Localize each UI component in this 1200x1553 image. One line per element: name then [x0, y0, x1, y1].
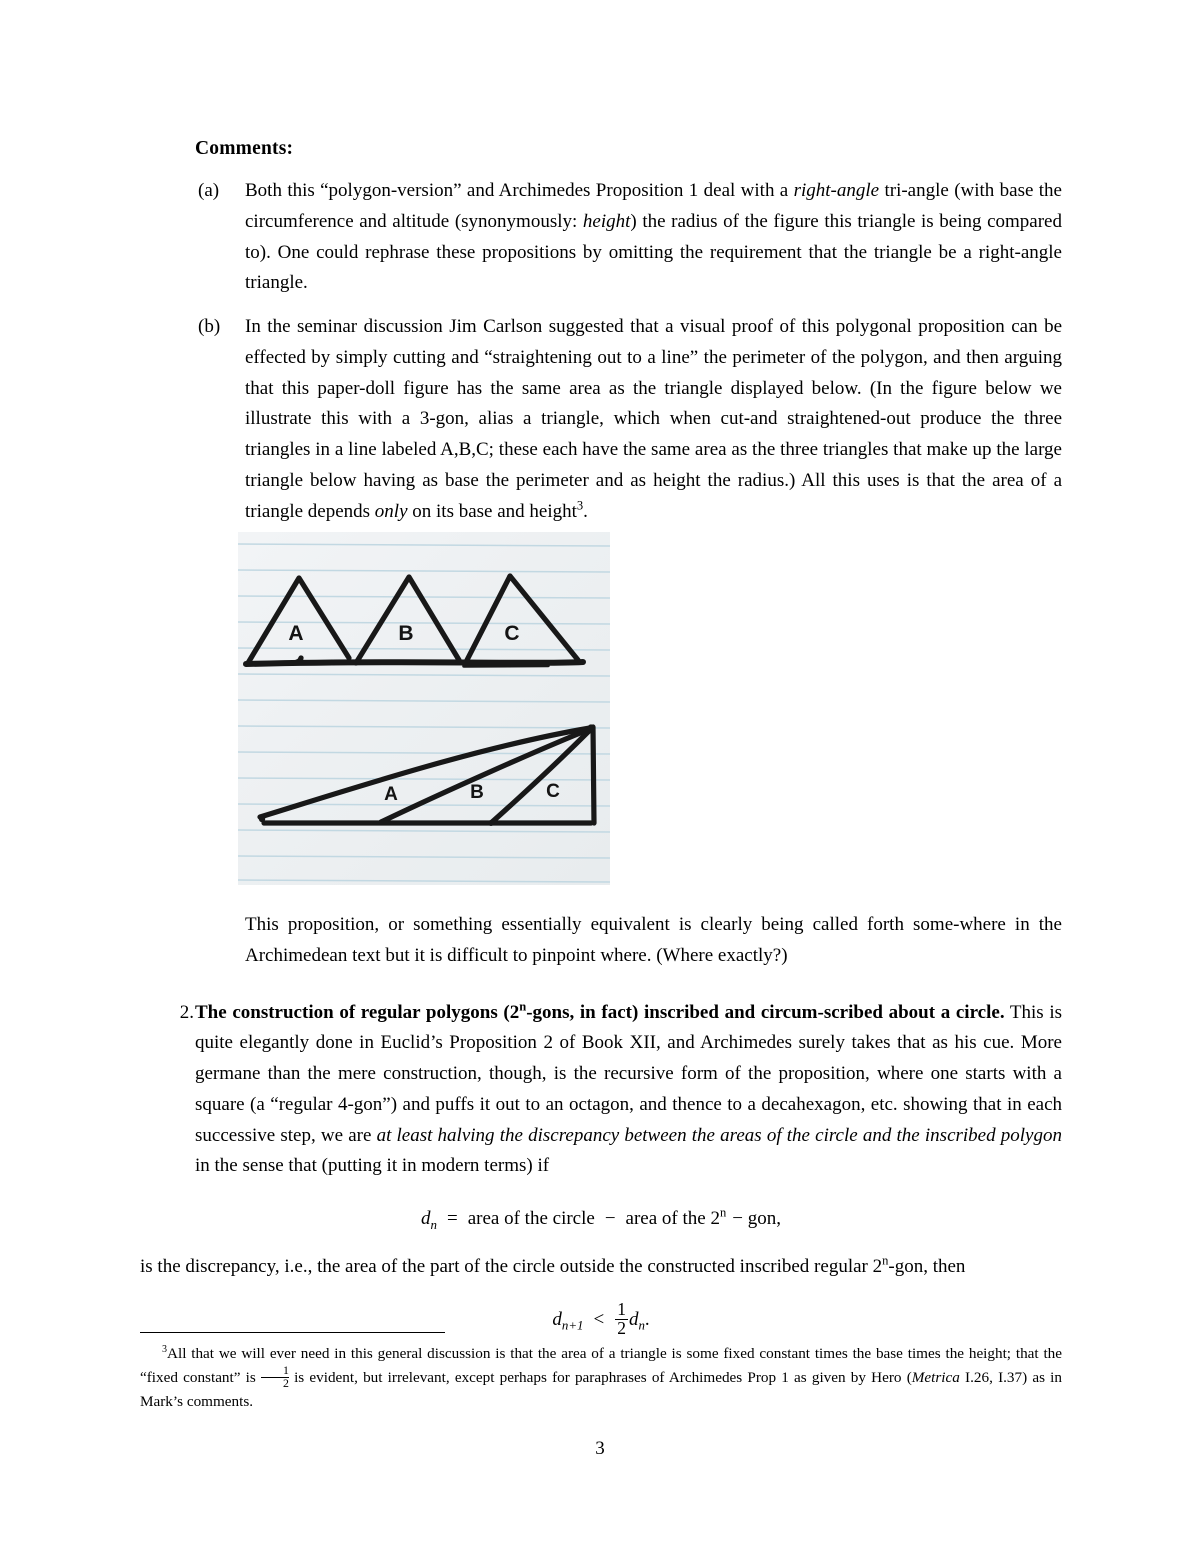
- comments-list: [140, 176, 1062, 527]
- text-run: on its base and height: [407, 500, 577, 522]
- eq2-rhs-sub: n: [638, 1317, 645, 1333]
- footnote-text: [140, 1342, 1062, 1413]
- list-item-b-text: [245, 316, 1062, 522]
- eq2-lhs-sub: n+1: [561, 1317, 584, 1333]
- text-run: is the discrepancy, i.e., the area of the part of the circle outside the constructed inscribed regular 2: [140, 1256, 883, 1278]
- text-run: -gon, then: [888, 1256, 966, 1278]
- eq1-equals: =: [447, 1208, 458, 1230]
- text-run: ) the radius of the figure this triangle is being compared to). One could rephrase these propositions by omitting the requirement that the triangle be a right-angle triangle.: [245, 210, 1062, 294]
- text-run: In the seminar discussion Jim Carlson suggested that a visual proof of this polygonal proposition can be effected by simply cutting and “straightening out to a line” the perimeter of the polygon, and then arguing that this paper-doll figure has the same area as the triangle displayed below. (In the figure below we illustrate this with a 3-gon, alias a triangle, which when cut-and straightened-out produce the three triangles in a line labeled A,B,C; these each have the same area as the three triangles that make up the large triangle below having as base the perimeter and as height the radius.) All this uses is that the area of a triangle depends: [245, 316, 1062, 522]
- list-item-a: [140, 176, 1062, 299]
- eq2-period: .: [644, 1308, 650, 1330]
- item2-bold-lead: [195, 999, 1005, 1023]
- figure-svg: [238, 532, 610, 885]
- text-run: I.26, I.37) as in Mark’s comments.: [140, 1368, 1062, 1410]
- text-column-lower: [140, 910, 1062, 1360]
- label-bottom-C: C: [546, 781, 560, 802]
- text-run: This is quite elegantly done in Euclid’s Proposition 2 of Book XII, and Archimedes surely takes that as his cue. More germane than the mere construction, though, is the recursive form of the proposition, where one starts with a square (a “regular 4-gon”) and puffs it out to an octagon, and thence to a decahexagon, etc. showing that in each successive step, we are: [195, 1001, 1063, 1146]
- list-marker-b: (b): [198, 316, 221, 338]
- text-run-italic: at least halving the discrepancy between the areas of the circle and the inscribed polygon: [376, 1124, 1062, 1146]
- eq2-frac-denominator: 2: [617, 1317, 626, 1338]
- text-run-italic: only: [374, 500, 408, 522]
- label-bottom-A: A: [384, 784, 398, 805]
- numbered-item-2-text: [195, 999, 1063, 1177]
- label-bottom-B: B: [470, 782, 484, 803]
- equation-dn-definition: [140, 1205, 1062, 1232]
- between-equations-paragraph: [140, 1252, 1062, 1283]
- text-run: in the sense that (putting it in modern terms) if: [195, 1155, 550, 1177]
- text-run: .: [583, 500, 588, 522]
- footnote-rule: [140, 1332, 445, 1333]
- footnote-block: [140, 1332, 1062, 1413]
- text-run: The construction of regular polygons (2: [195, 1001, 520, 1023]
- text-run: Both this “polygon-version” and Archimedes Proposition 1 deal with a: [245, 180, 794, 201]
- eq2-frac-numerator: 1: [617, 1298, 626, 1319]
- text-column: [140, 138, 1062, 527]
- numbered-item-2-marker: 2.: [179, 1001, 194, 1023]
- eq1-rhs-text-3: − gon,: [732, 1208, 781, 1230]
- exponent-n-2: n: [882, 1253, 889, 1268]
- eq1-rhs-text-2: area of the 2: [625, 1208, 720, 1230]
- footnote-frac-numerator: 1: [282, 1363, 289, 1378]
- eq2-relation: <: [593, 1308, 605, 1330]
- text-run: is evident, but irrelevant, except perhaps for paraphrases of Archimedes Prop 1 as given by Hero (: [288, 1368, 912, 1386]
- text-run: tri-angle (with base the circumference and altitude (synonymously:: [245, 180, 1062, 232]
- label-top-B: B: [398, 622, 414, 645]
- eq1-rhs-sup: n: [719, 1205, 727, 1220]
- pen-blob-apex: [587, 724, 594, 731]
- page-number: 3: [595, 1438, 605, 1459]
- eq1-lhs-var: d: [421, 1208, 431, 1230]
- exponent-n: n: [519, 999, 527, 1014]
- footnote-frac-denominator: 2: [261, 1377, 289, 1390]
- eq2-lhs-var: d: [552, 1308, 562, 1330]
- list-item-a-text: [245, 180, 1062, 293]
- eq1-lhs-sub: n: [430, 1216, 437, 1232]
- notebook-paper-background: [238, 532, 610, 885]
- text-run: -gons, in fact) inscribed and circum-scribed about a circle.: [526, 1001, 1005, 1023]
- text-run-italic: height: [582, 210, 631, 232]
- list-marker-a: (a): [198, 180, 220, 201]
- text-run-italic: right-angle: [793, 180, 880, 201]
- footnote-fraction: [261, 1365, 289, 1390]
- eq1-rhs-text-1: area of the circle: [467, 1208, 595, 1230]
- pen-blob-base: [488, 820, 494, 826]
- comments-heading: Comments:: [195, 138, 294, 159]
- label-top-A: A: [288, 622, 304, 645]
- eq2-rhs-var: d: [628, 1308, 639, 1330]
- pen-blob-left: [259, 816, 265, 822]
- label-top-C: C: [504, 622, 520, 645]
- footnote-metrica-italic: Metrica: [911, 1368, 960, 1386]
- footnote-ref-3: 3: [576, 498, 584, 513]
- list-item-b: [140, 312, 1062, 527]
- eq1-minus: −: [604, 1208, 616, 1230]
- footnote-marker: 3: [162, 1343, 168, 1355]
- text-run: All that we will ever need in this general discussion is that the area of a triangle is some fixed constant times the base times the height; that the “fixed constant” is: [140, 1345, 1062, 1386]
- numbered-item-2: [140, 998, 1062, 1183]
- figure-handdrawn-triangles: [238, 532, 610, 885]
- pen-blob: [507, 574, 513, 580]
- after-figure-paragraph: This proposition, or something essentially equivalent is clearly being called forth some-where in the Archimedean text but it is difficult to pinpoint where. (Where exactly?): [245, 914, 1062, 966]
